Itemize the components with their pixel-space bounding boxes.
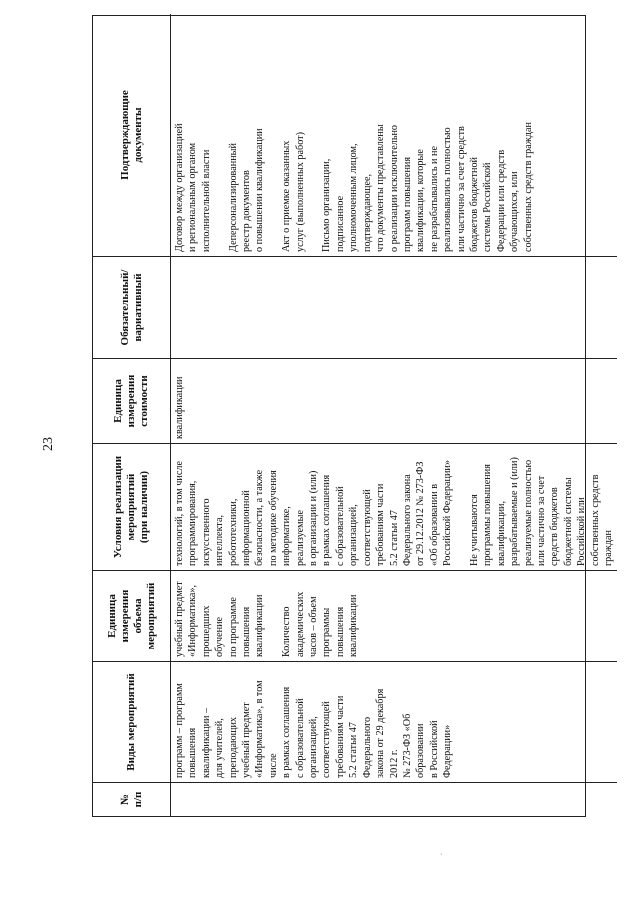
cell-activity: программ – программ повышения квалификации – для учителей, преподающих учебный предмет «Информатика», в том числе в рамках соглашения с образовательной организацией, соответствующей требованиям части 5.2 статьи 47 Федерального закона от 29 декабря 2012 г. № 273-ФЗ «Об образовании в Российской Федерации»	[171, 661, 617, 782]
header-conditions: Условия реализации мероприятий (при наличии)	[93, 443, 171, 570]
header-mandatory: Обязательный/ вариативный	[93, 256, 171, 358]
cell-number	[171, 782, 617, 816]
cell-documents: Договор между организацией и региональным органом исполнительной власти Деперсонализированный реестр документов о повышении квалификации Акт о приемке оказанных услуг (выполненных работ) Письмо организации, подписанное уполномоченным лицом, подтверждающее, что документы представлены о реализации исключительно программ повышения квалификации, которые не разрабатывались и не реализовывались полностью или частично за счет средств бюджетов бюджетной системы Российской Федерации или средств обучающихся, или собственных средств граждан	[174, 122, 534, 252]
header-cost-unit: Единица измерения стоимости	[93, 358, 171, 443]
cell-volume-unit: учебный предмет «Информатика», прошедших обучение по программе повышения квалификации Количество академических часов – объем программы повышения квалификации	[171, 570, 617, 661]
cell-mandatory	[171, 256, 617, 358]
header-activity-types: Виды мероприятий	[93, 661, 171, 782]
scan-speck: ·	[440, 850, 443, 859]
header-documents: Подтверждающие документы	[93, 14, 171, 256]
cell-conditions: технологий, в том числе программирования, искусственного интеллекта, робототехники, информационной безопасности, а также по методике обучения информатике, реализуемые в организации и (или) в рамках соглашения с образовательной организацией, соответствующей требованиям части 5.2 статьи 47 Федерального закона от 29.12.2012 № 273-ФЗ «Об образовании в Российской Федерации» Не учитываются программы повышения квалификации, разрабатываемые и (или) реализуемые полностью или частично за счет средств бюджетов бюджетной системы Российской или собственных средств граждан	[171, 443, 617, 570]
cell-cost-unit: квалификации	[171, 358, 617, 443]
header-number: № п/п	[93, 782, 171, 816]
table-container	[92, 15, 612, 835]
activities-table	[92, 15, 614, 817]
page-number: 23	[41, 437, 56, 451]
header-volume-unit: Единица измерения объема мероприятий	[93, 570, 171, 661]
